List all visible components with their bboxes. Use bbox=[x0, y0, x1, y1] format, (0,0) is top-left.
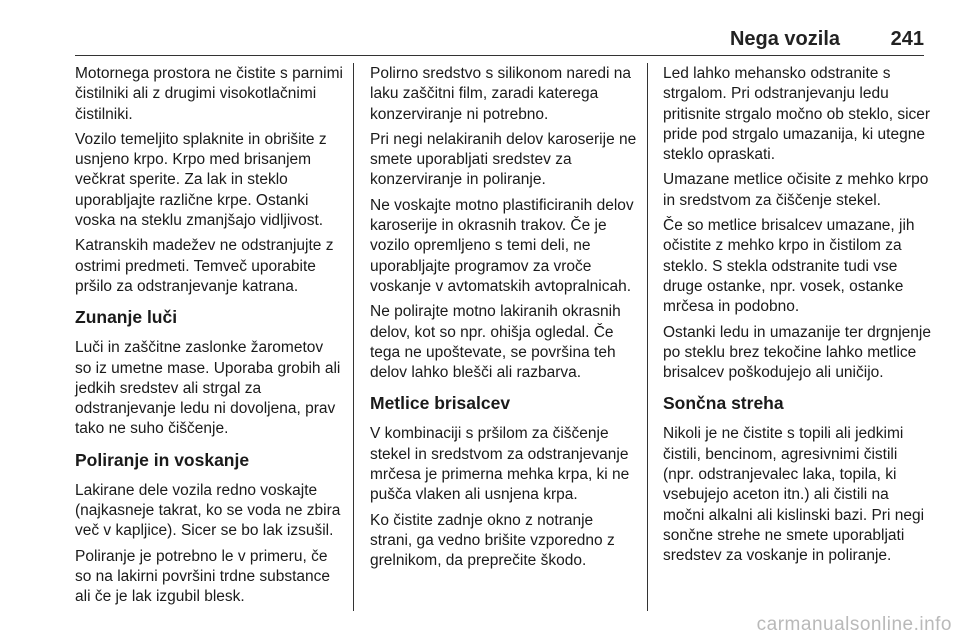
section-title: Nega vozila bbox=[729, 28, 840, 50]
paragraph: Ostanki ledu in umazanije ter drgnjenje po steklu brez tekočine lahko metlice brisalcev poškodujejo ali uničijo. bbox=[663, 323, 931, 382]
header-divider bbox=[75, 55, 924, 56]
paragraph: Motornega prostora ne čistite s parnimi čistilniki ali z drugimi visokotlačnimi čistilniki. bbox=[75, 65, 343, 123]
section-heading: Metlice brisalcev bbox=[370, 393, 511, 414]
column-divider-2 bbox=[647, 63, 648, 611]
paragraph: Umazane metlice očisite z mehko krpo in sredstvom za čiščenje stekel. bbox=[663, 171, 929, 209]
paragraph: Polirno sredstvo s silikonom naredi na laku zaščitni film, zaradi katerega konzerviranje ni potrebno. bbox=[370, 65, 632, 123]
text-column-3 bbox=[663, 64, 931, 572]
text-column-2 bbox=[370, 64, 638, 577]
paragraph: Vozilo temeljito splaknite in obrišite z usnjeno krpo. Krpo med brisanjem večkrat sperite. Za lak in steklo uporabljajte različne krpe. Ostanki voska na steklu zmanjšajo vidljivost. bbox=[75, 130, 327, 230]
page-number: 241 bbox=[890, 28, 924, 50]
section-heading: Sončna streha bbox=[663, 393, 784, 414]
paragraph: Ko čistite zadnje okno z notranje strani, ga vedno brišite vzporedno z grelnikom, da preprečite škodo. bbox=[370, 511, 615, 570]
paragraph: Lakirane dele vozila redno voskajte (najkasneje takrat, ko se voda ne zbira več v kapljice). Sicer se bo lak izsušil. bbox=[75, 481, 341, 540]
paragraph: V kombinaciji s pršilom za čiščenje stekel in sredstvom za odstranjevanje mrčesa je primerna mehka krpa, ki ne pušča vlaken ali usnjena krpa. bbox=[370, 425, 630, 504]
paragraph: Ne polirajte motno lakiranih okrasnih delov, kot so npr. ohišja ogledal. Če tega ne upoštevate, se površina teh delov lahko blešči ali razbarva. bbox=[370, 303, 621, 382]
paragraph: Poliranje je potrebno le v primeru, če so na lakirni površini trdne substance ali če je lak izgubil blesk. bbox=[75, 547, 331, 606]
section-heading: Zunanje luči bbox=[75, 307, 178, 328]
text-column-1 bbox=[75, 64, 343, 613]
column-divider-1 bbox=[353, 63, 354, 611]
paragraph: Katranskih madežev ne odstranjujte z ostrimi predmeti. Temveč uporabite pršilo za odstranjevanje katrana. bbox=[75, 237, 334, 295]
paragraph: Če so metlice brisalcev umazane, jih očistite z mehko krpo in čistilom za steklo. S stekla odstranite tudi vse druge ostanke, npr. vosek, ostanke mrčesa in podobno. bbox=[663, 217, 915, 316]
paragraph: Led lahko mehansko odstranite s strgalom. Pri odstranjevanju ledu pritisnite strgalo močno ob steklo, sicer pride pod strgalo umazanija, ki utegne steklo opraskati. bbox=[663, 65, 931, 164]
paragraph: Pri negi nelakiranih delov karoserije ne smete uporabljati sredstev za konzerviranje in poliranje. bbox=[370, 130, 637, 189]
paragraph: Nikoli je ne čistite s topili ali jedkimi čistili, bencinom, agresivnimi čistili (npr. odstranjevalec laka, topila, ki vsebujejo aceton itn.) ali čistili na močni alkalni ali kislinski bazi. Pri negi sončne strehe ne smete uporabljati sredstev za voskanje in poliranje. bbox=[663, 425, 925, 565]
watermark-text: carmanualsonline.info bbox=[756, 614, 952, 635]
section-heading: Poliranje in voskanje bbox=[75, 449, 250, 470]
paragraph: Luči in zaščitne zaslonke žarometov so iz umetne mase. Uporaba grobih ali jedkih sredstev ali strgal za odstranjevanje ledu ni dovoljena, prav tako ne suho čiščenje. bbox=[75, 339, 341, 438]
paragraph: Ne voskajte motno plastificiranih delov karoserije in okrasnih trakov. Če je vozilo opremljeno s temi deli, ne uporabljajte programov za vroče voskanje v avtomatskih avtopralnicah. bbox=[370, 196, 634, 295]
